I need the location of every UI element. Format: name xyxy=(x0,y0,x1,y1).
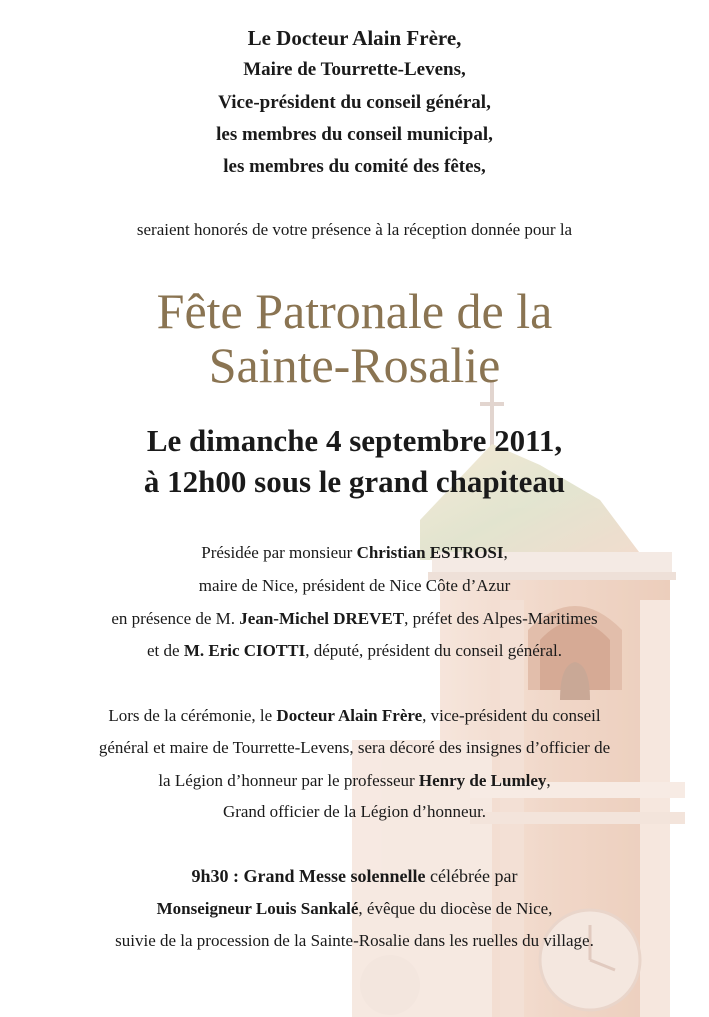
lumley-name: Henry de Lumley xyxy=(418,771,547,790)
mass-heading: 9h30 : Grand Messe solennelle xyxy=(191,866,426,886)
host-line-4: les membres du conseil municipal, xyxy=(216,124,493,145)
host-line-3: Vice-président du conseil général, xyxy=(218,92,491,113)
host-line-5: les membres du comité des fêtes, xyxy=(223,156,486,177)
ceremony-line-4: Grand officier de la Légion d’honneur. xyxy=(222,802,487,821)
ciotti-name: M. Eric CIOTTI xyxy=(183,641,306,660)
presided-line-2: maire de Nice, président de Nice Côte d’Azur xyxy=(198,576,511,595)
presided-line-4: et de M. Eric CIOTTI, député, président du conseil général. xyxy=(147,641,562,660)
intro-text: seraient honorés de votre présence à la réception donnée pour la xyxy=(136,220,573,239)
mass-line-3: suivie de la procession de la Sainte-Rosalie dans les ruelles du village. xyxy=(115,931,594,950)
host-line-1: Le Docteur Alain Frère, xyxy=(247,26,462,50)
ceremony-line-3: la Légion d’honneur par le professeur Henry de Lumley, xyxy=(158,771,551,790)
mass-line-2: Monseigneur Louis Sankalé, évêque du diocèse de Nice, xyxy=(156,899,553,918)
event-time-place: à 12h00 sous le grand chapiteau xyxy=(143,464,566,499)
event-date: Le dimanche 4 septembre 2011, xyxy=(146,423,563,458)
ceremony-line-1: Lors de la cérémonie, le Docteur Alain Frère, vice-président du conseil xyxy=(108,706,601,725)
host-line-2: Maire de Tourrette-Levens, xyxy=(243,59,466,80)
presided-line-1: Présidée par monsieur Christian ESTROSI, xyxy=(201,543,508,562)
presided-line-3: en présence de M. Jean-Michel DREVET, préfet des Alpes-Maritimes xyxy=(111,609,598,628)
estrosi-name: Christian ESTROSI xyxy=(356,543,504,562)
mass-line-1: 9h30 : Grand Messe solennelle célébrée par xyxy=(191,866,518,886)
event-title-line-1: Fête Patronale de la xyxy=(156,283,553,339)
event-title-line-2: Sainte-Rosalie xyxy=(208,337,501,393)
sankale-name: Monseigneur Louis Sankalé xyxy=(156,899,359,918)
frere-name: Docteur Alain Frère xyxy=(276,706,423,725)
ceremony-line-2: général et maire de Tourrette-Levens, sera décoré des insignes d’officier de xyxy=(98,738,611,757)
drevet-name: Jean-Michel DREVET xyxy=(239,609,405,628)
